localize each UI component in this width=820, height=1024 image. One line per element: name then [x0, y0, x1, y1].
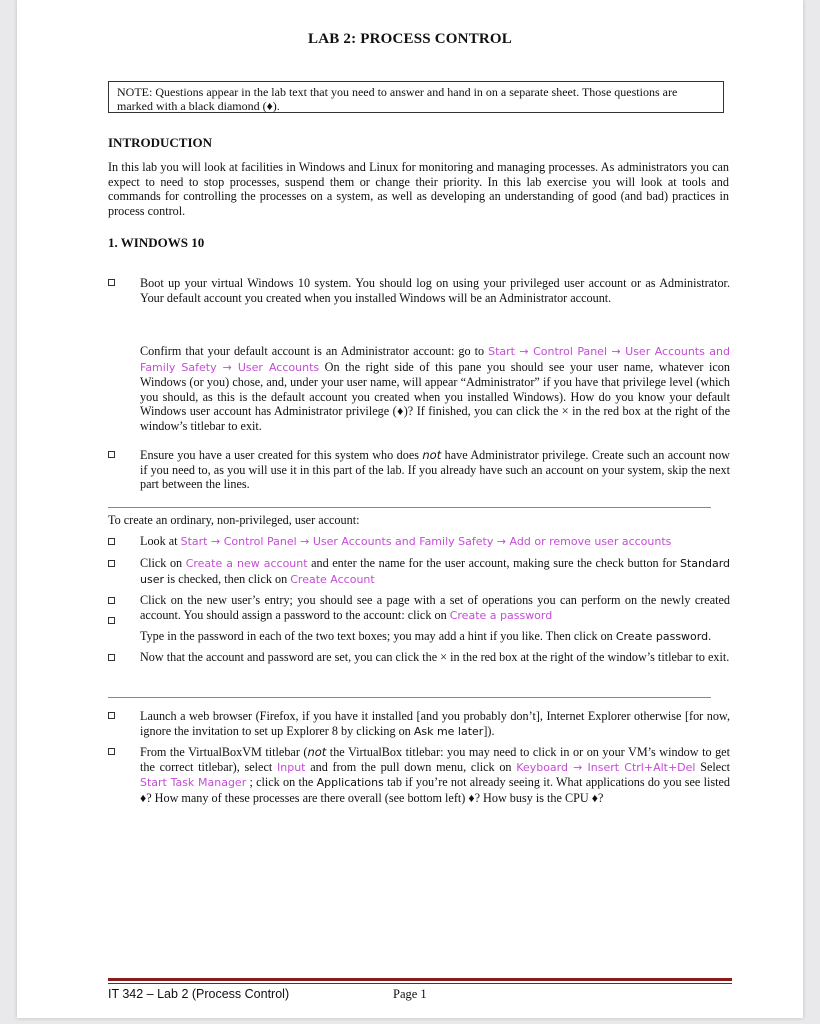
intro-paragraph: In this lab you will look at facilities in Windows and Linux for monitoring and managing processes. As administrators you can expect to need to stop processes, suspend them or change their priority. In this lab exercise you will look at tools and commands for controlling the processes on a system, as well as developing an understanding of good (and bad) practices in process control. — [108, 160, 729, 218]
checkbox-step-new-user[interactable] — [108, 597, 115, 604]
step-look — [140, 534, 730, 550]
divider-top — [108, 507, 711, 508]
text: and enter the name for the user account, making sure the check button for — [307, 556, 680, 570]
item-confirm — [140, 344, 730, 434]
checkbox-item-boot[interactable] — [108, 279, 115, 286]
ui-create-password: Create a password — [449, 608, 553, 622]
text: Look at — [140, 534, 181, 548]
text: From the VirtualBoxVM titlebar ( — [140, 745, 308, 759]
checkbox-item-browser[interactable] — [108, 712, 115, 719]
text: have Administrator privilege. Create such an account now if you need to, as you will use it in this part of the lab. If you already have such an account on your system, skip the next part between the lines. — [140, 448, 730, 492]
checkbox-step-password[interactable] — [108, 617, 115, 624]
text: and from the pull down menu, click on — [305, 759, 517, 774]
document-page — [17, 0, 803, 1018]
ui-ask-me-later: Ask me later — [413, 724, 484, 738]
item-virtualbox — [140, 745, 730, 805]
checkbox-step-done[interactable] — [108, 654, 115, 661]
ui-insert-ctrl-alt-del: Keyboard → Insert Ctrl+Alt+Del — [516, 760, 696, 774]
item-boot: Boot up your virtual Windows 10 system. You should log on using your privileged user account or as Administrator. Your default account you created when you installed Windows will be an Administrator account. — [140, 276, 730, 305]
item-browser — [140, 709, 730, 739]
footer-page-number: Page 1 — [393, 987, 427, 1001]
footer-rule-thick — [108, 978, 732, 981]
divider-bottom — [108, 697, 711, 698]
ui-create-password-button: Create password — [615, 630, 709, 643]
step-click — [140, 556, 730, 587]
item-ensure — [140, 448, 730, 492]
checkbox-step-look[interactable] — [108, 538, 115, 545]
footer-rule-thin — [108, 983, 732, 984]
text: is checked, then click on — [164, 571, 291, 586]
intro-heading: INTRODUCTION — [108, 135, 213, 150]
text: Click on — [140, 556, 186, 570]
ui-path-add-remove: Start → Control Panel → User Accounts and Family Safety → Add or remove user accounts — [180, 535, 672, 548]
checkbox-item-virtualbox[interactable] — [108, 748, 115, 755]
emphasis: not — [307, 745, 327, 759]
ui-start-task-manager: Start Task Manager — [140, 776, 247, 790]
footer-course: IT 342 – Lab 2 (Process Control) — [108, 987, 290, 1001]
step-new-user — [140, 593, 730, 623]
text: Select — [695, 759, 730, 774]
text: On the right side of this pane you should see your user name, whatever icon Windows (or you) chose, and, under your user name, will appear “Administrator” if you have that privilege level (which you should, as this is the default account you created when you installed Windows). How do you know your default Windows user account has Administrator privilege (♦)? If finished, you can click the × in the red box at the right of the window’s titlebar to exit. — [140, 359, 730, 433]
text: Click on the new user’s entry; you should see a page with a set of operations you can perform on the newly created account. You should assign a password to the account: click on — [140, 593, 730, 622]
emphasis: not — [422, 448, 442, 462]
ui-create-account: Create Account — [290, 572, 375, 586]
page-title: LAB 2: PROCESS CONTROL — [307, 31, 512, 47]
text: . — [708, 629, 712, 643]
text: Confirm that your default account is an Administrator account: go to — [140, 344, 489, 358]
ui-input-menu: Input — [277, 760, 306, 774]
step-done: Now that the account and password are set, you can click the × in the red box at the right of the window’s titlebar to exit. — [140, 650, 730, 664]
create-account-intro: To create an ordinary, non-privileged, user account: — [108, 513, 360, 527]
text: Launch a web browser (Firefox, if you have it installed [and you probably don’t], Internet Explorer otherwise [for now, ignore the invitation to set up Explorer 8 by clicking on — [140, 709, 730, 738]
text: Type in the password in each of the two text boxes; you may add a hint if you like. Then click on — [140, 629, 616, 643]
ui-applications-tab: Applications — [316, 776, 384, 790]
text: ; click on the — [246, 775, 317, 790]
text: tab if you’re not already seeing it. What applications do you see listed ♦? How many of these processes are there overall (see bottom left) ♦? How busy is the CPU ♦? — [140, 775, 730, 805]
section-heading-windows10: 1. WINDOWS 10 — [108, 235, 205, 250]
text: Ensure you have a user created for this system who does — [140, 448, 423, 462]
ui-standard-user: Standard user — [140, 557, 731, 586]
checkbox-item-ensure[interactable] — [108, 451, 115, 458]
checkbox-step-click[interactable] — [108, 560, 115, 567]
note-box: NOTE: Questions appear in the lab text that you need to answer and hand in on a separate sheet. Those questions are marked with a black diamond (♦). — [108, 81, 724, 113]
ui-path-user-accounts: Start → Control Panel → User Accounts and Family Safety → User Accounts — [140, 345, 730, 374]
step-type-password — [140, 629, 730, 645]
text: ]). — [483, 723, 495, 738]
text: the VirtualBox titlebar: you may need to click in or on your VM’s window to get the correct titlebar), select — [140, 745, 730, 774]
ui-create-new-account: Create a new account — [185, 557, 308, 570]
